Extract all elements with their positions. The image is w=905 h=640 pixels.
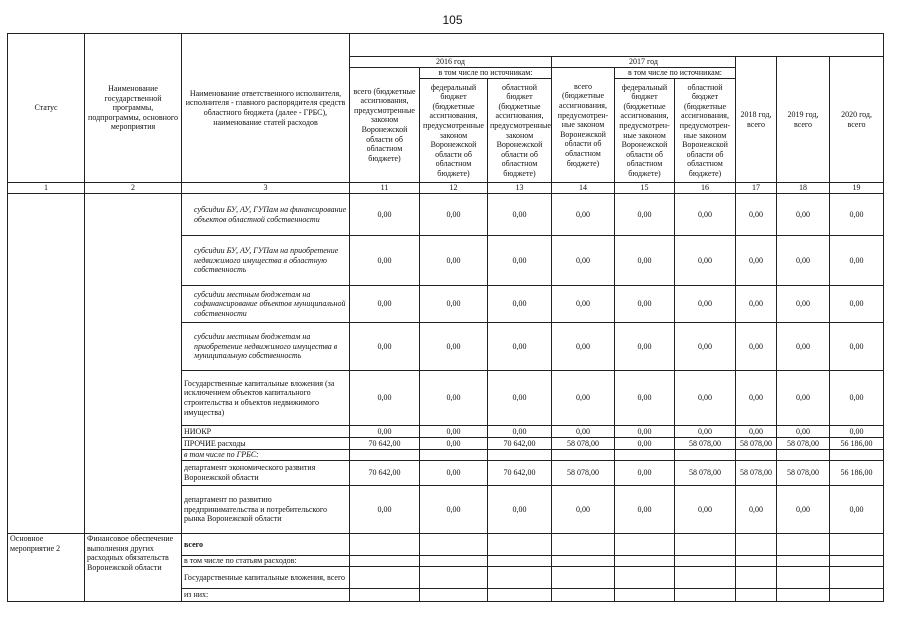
empty-cell <box>552 589 615 602</box>
value-cell: 0,00 <box>736 371 777 426</box>
value-cell: 0,00 <box>615 194 675 236</box>
value-cell: 0,00 <box>830 194 884 236</box>
header-sources-2017: в том числе по источникам: <box>615 68 736 79</box>
empty-cell <box>615 534 675 556</box>
row-label: ПРОЧИЕ расходы <box>182 438 350 450</box>
header-blank-band <box>350 34 884 57</box>
row-label: субсидии БУ, АУ, ГУПам на финансирование объектов областной собственности <box>182 194 350 236</box>
value-cell <box>552 450 615 461</box>
program-cell-empty <box>85 194 182 534</box>
value-cell: 0,00 <box>350 371 420 426</box>
empty-cell <box>488 534 552 556</box>
empty-cell <box>420 556 488 567</box>
budget-table <box>7 33 884 602</box>
value-cell: 0,00 <box>777 323 830 371</box>
value-cell: 58 078,00 <box>736 461 777 486</box>
value-cell: 0,00 <box>420 461 488 486</box>
value-cell: 0,00 <box>777 486 830 534</box>
value-cell: 0,00 <box>552 486 615 534</box>
column-number: 17 <box>736 183 777 194</box>
column-number: 18 <box>777 183 830 194</box>
value-cell: 0,00 <box>615 323 675 371</box>
empty-cell <box>675 567 736 589</box>
page-number: 105 <box>442 13 463 27</box>
value-cell: 0,00 <box>615 286 675 323</box>
empty-cell <box>777 556 830 567</box>
row-label: департамент экономического развития Воронежской области <box>182 461 350 486</box>
measure2-status: Основное мероприятие 2 <box>8 534 85 602</box>
empty-cell <box>488 567 552 589</box>
column-number-row <box>8 183 884 194</box>
empty-cell <box>488 556 552 567</box>
value-cell: 0,00 <box>350 194 420 236</box>
row-label: Государственные капитальные вложения (за исключением объектов капитального строительства и объектов недвижимого имущества) <box>182 371 350 426</box>
column-number: 14 <box>552 183 615 194</box>
value-cell: 0,00 <box>830 371 884 426</box>
value-cell: 70 642,00 <box>350 461 420 486</box>
value-cell: 0,00 <box>420 486 488 534</box>
value-cell: 0,00 <box>420 371 488 426</box>
value-cell: 58 078,00 <box>675 461 736 486</box>
value-cell: 58 078,00 <box>777 461 830 486</box>
value-cell: 0,00 <box>420 194 488 236</box>
row-label: субсидии БУ, АУ, ГУПам на приобретение недвижимого имущества в областную собственность <box>182 236 350 286</box>
empty-cell <box>830 534 884 556</box>
empty-cell <box>777 567 830 589</box>
measure2-row <box>8 534 884 556</box>
empty-cell <box>736 534 777 556</box>
value-cell: 0,00 <box>777 194 830 236</box>
header-regional-2017: областной бюджет (бюджетные ассигнования, предусмотрен-ные законом Воронежской области об областном бюджете) <box>675 79 736 183</box>
empty-cell <box>615 556 675 567</box>
value-cell: 0,00 <box>830 236 884 286</box>
row-label: НИОКР <box>182 426 350 438</box>
empty-cell <box>675 556 736 567</box>
value-cell: 0,00 <box>736 323 777 371</box>
empty-cell <box>552 556 615 567</box>
empty-cell <box>615 589 675 602</box>
row-label: в том числе по ГРБС: <box>182 450 350 461</box>
empty-cell <box>420 534 488 556</box>
empty-cell <box>736 589 777 602</box>
empty-cell <box>552 534 615 556</box>
value-cell: 0,00 <box>552 426 615 438</box>
value-cell: 0,00 <box>736 486 777 534</box>
value-cell: 0,00 <box>736 286 777 323</box>
header-executor: Наименование ответственного исполнителя, исполнителя - главного распорядителя средств областного бюджета (далее - ГРБС), наименование статей расходов <box>182 34 350 183</box>
header-regional-2016: областной бюджет (бюджетные ассигнования, предусмотренные законом Воронежской области об областном бюджете) <box>488 79 552 183</box>
value-cell: 0,00 <box>777 426 830 438</box>
value-cell: 0,00 <box>615 236 675 286</box>
empty-cell <box>830 556 884 567</box>
header-sources-2016: в том числе по источникам: <box>420 68 552 79</box>
row-label: субсидии местным бюджетам на приобретение недвижимого имущества в муниципальную собственность <box>182 323 350 371</box>
value-cell: 58 078,00 <box>675 438 736 450</box>
measure2-capital-label: Государственные капитальные вложения, всего <box>182 567 350 589</box>
value-cell: 0,00 <box>488 486 552 534</box>
value-cell: 58 078,00 <box>736 438 777 450</box>
empty-cell <box>488 589 552 602</box>
value-cell: 0,00 <box>488 426 552 438</box>
value-cell: 0,00 <box>420 323 488 371</box>
value-cell: 0,00 <box>830 323 884 371</box>
header-federal-2016: федеральный бюджет (бюджетные ассигнования, предусмотренные законом Воронежской области об областном бюджете) <box>420 79 488 183</box>
value-cell: 0,00 <box>488 323 552 371</box>
value-cell <box>777 450 830 461</box>
value-cell: 0,00 <box>420 286 488 323</box>
value-cell: 0,00 <box>552 286 615 323</box>
value-cell: 0,00 <box>675 426 736 438</box>
header-2020: 2020 год, всего <box>830 57 884 183</box>
value-cell: 0,00 <box>675 371 736 426</box>
value-cell: 58 078,00 <box>552 438 615 450</box>
column-number: 13 <box>488 183 552 194</box>
column-number: 1 <box>8 183 85 194</box>
value-cell: 0,00 <box>615 461 675 486</box>
header-federal-2017: федеральный бюджет (бюджетные ассигнования, предусмотрен-ные законом Воронежской области об областном бюджете) <box>615 79 675 183</box>
measure2-of-which-label: из них: <box>182 589 350 602</box>
value-cell: 0,00 <box>675 194 736 236</box>
value-cell: 56 186,00 <box>830 461 884 486</box>
value-cell: 70 642,00 <box>488 438 552 450</box>
value-cell: 0,00 <box>675 236 736 286</box>
value-cell: 0,00 <box>736 426 777 438</box>
value-cell: 0,00 <box>675 323 736 371</box>
value-cell: 0,00 <box>615 438 675 450</box>
header-total-2016: всего (бюджетные ассигнования, предусмотренные законом Воронежской области об областном бюджете) <box>350 68 420 183</box>
value-cell: 0,00 <box>777 371 830 426</box>
value-cell <box>830 450 884 461</box>
value-cell: 0,00 <box>615 426 675 438</box>
value-cell: 0,00 <box>488 371 552 426</box>
row-label: субсидии местным бюджетам на софинансирование объектов муниципальной собственности <box>182 286 350 323</box>
measure2-name: Финансовое обеспечение выполнения других расходных обязательств Воронежской области <box>85 534 182 602</box>
header-year-2017: 2017 год <box>552 57 736 68</box>
empty-cell <box>552 567 615 589</box>
value-cell: 0,00 <box>420 236 488 286</box>
value-cell: 0,00 <box>777 286 830 323</box>
value-cell: 70 642,00 <box>488 461 552 486</box>
header-2018: 2018 год, всего <box>736 57 777 183</box>
value-cell <box>350 450 420 461</box>
empty-cell <box>350 556 420 567</box>
value-cell: 0,00 <box>350 426 420 438</box>
empty-cell <box>830 567 884 589</box>
empty-cell <box>736 556 777 567</box>
header-status: Статус <box>8 34 85 183</box>
header-2019: 2019 год, всего <box>777 57 830 183</box>
value-cell: 0,00 <box>552 323 615 371</box>
measure2-by-items-label: в том числе по статьям расходов: <box>182 556 350 567</box>
value-cell: 0,00 <box>350 323 420 371</box>
value-cell: 0,00 <box>615 486 675 534</box>
value-cell: 0,00 <box>552 371 615 426</box>
empty-cell <box>777 534 830 556</box>
value-cell: 0,00 <box>830 286 884 323</box>
value-cell: 0,00 <box>350 486 420 534</box>
value-cell <box>488 450 552 461</box>
value-cell: 0,00 <box>830 426 884 438</box>
empty-cell <box>777 589 830 602</box>
empty-cell <box>830 589 884 602</box>
value-cell <box>675 450 736 461</box>
value-cell: 56 186,00 <box>830 438 884 450</box>
column-number: 2 <box>85 183 182 194</box>
header-total-2017: всего (бюджетные ассигнования, предусмотрен-ные законом Воронежской области об областном бюджете) <box>552 68 615 183</box>
value-cell: 58 078,00 <box>552 461 615 486</box>
empty-cell <box>675 589 736 602</box>
header-program-name: Наименование государственной программы, подпрограммы, основного мероприятия <box>85 34 182 183</box>
value-cell: 0,00 <box>736 194 777 236</box>
value-cell <box>736 450 777 461</box>
value-cell: 0,00 <box>675 486 736 534</box>
value-cell: 0,00 <box>777 236 830 286</box>
column-number: 19 <box>830 183 884 194</box>
value-cell: 0,00 <box>350 236 420 286</box>
row-label: департамент по развитию предпринимательства и потребительского рынка Воронежской области <box>182 486 350 534</box>
value-cell: 0,00 <box>552 194 615 236</box>
measure2-total-label: всего <box>182 534 350 556</box>
empty-cell <box>675 534 736 556</box>
empty-cell <box>420 567 488 589</box>
column-number: 3 <box>182 183 350 194</box>
header-year-2016: 2016 год <box>350 57 552 68</box>
value-cell: 0,00 <box>350 286 420 323</box>
value-cell: 0,00 <box>488 194 552 236</box>
column-number: 11 <box>350 183 420 194</box>
status-cell-empty <box>8 194 85 534</box>
value-cell: 0,00 <box>420 438 488 450</box>
empty-cell <box>350 589 420 602</box>
value-cell: 0,00 <box>675 286 736 323</box>
value-cell: 0,00 <box>615 371 675 426</box>
table-row <box>8 194 884 236</box>
value-cell: 0,00 <box>488 236 552 286</box>
column-number: 12 <box>420 183 488 194</box>
value-cell: 0,00 <box>420 426 488 438</box>
value-cell: 0,00 <box>552 236 615 286</box>
empty-cell <box>736 567 777 589</box>
column-number: 16 <box>675 183 736 194</box>
column-number: 15 <box>615 183 675 194</box>
value-cell: 0,00 <box>488 286 552 323</box>
value-cell <box>420 450 488 461</box>
empty-cell <box>615 567 675 589</box>
empty-cell <box>420 589 488 602</box>
value-cell: 0,00 <box>830 486 884 534</box>
empty-cell <box>350 567 420 589</box>
value-cell <box>615 450 675 461</box>
empty-cell <box>350 534 420 556</box>
value-cell: 70 642,00 <box>350 438 420 450</box>
value-cell: 58 078,00 <box>777 438 830 450</box>
value-cell: 0,00 <box>736 236 777 286</box>
header-row-top <box>8 34 884 57</box>
